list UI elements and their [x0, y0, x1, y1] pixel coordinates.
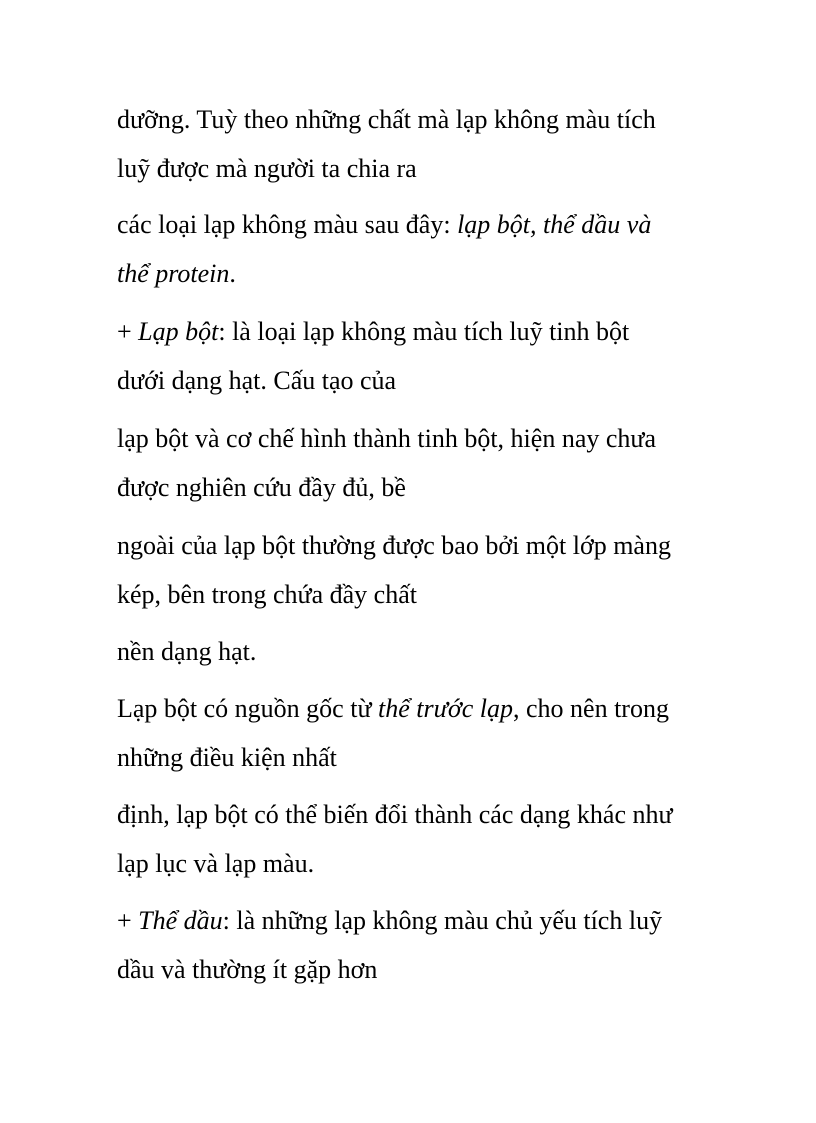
text-line: định, lạp bột có thể biến đổi thành các dạng khác như	[117, 800, 673, 829]
text-line: ngoài của lạp bột thường được bao bởi một lớp màng	[117, 531, 671, 560]
paragraph-7	[117, 684, 717, 782]
text-line: lạp lục và lạp màu.	[117, 849, 315, 878]
text-line: dưỡng. Tuỳ theo những chất mà lạp không màu tích	[117, 105, 656, 134]
text-line	[117, 249, 717, 298]
text-span: , cho nên trong	[512, 694, 669, 723]
text-span: Lạp bột có nguồn gốc từ	[117, 694, 379, 723]
text-span: : là những lạp không màu chủ yếu tích luỹ	[222, 906, 663, 935]
paragraph-3	[117, 307, 717, 405]
italic-term: thể trước lạp	[378, 694, 513, 723]
text-line: nền dạng hạt.	[117, 637, 257, 666]
text-line: kép, bên trong chứa đầy chất	[117, 580, 417, 609]
text-span: các loại lạp không màu sau đây:	[117, 210, 458, 239]
text-line: dưới dạng hạt. Cấu tạo của	[117, 366, 397, 395]
text-span: : là loại lạp không màu tích luỹ tinh bột	[218, 317, 630, 346]
text-line: dầu và thường ít gặp hơn	[117, 955, 378, 984]
bullet-prefix: +	[117, 906, 139, 935]
text-line: những điều kiện nhất	[117, 743, 337, 772]
text-line: luỹ được mà người ta chia ra	[117, 154, 417, 183]
text-line	[117, 307, 717, 356]
paragraph-2	[117, 200, 717, 298]
paragraph-1	[117, 95, 717, 193]
text-span: .	[229, 259, 236, 288]
italic-term: Lạp bột	[138, 317, 219, 346]
paragraph-9	[117, 896, 717, 994]
paragraph-6	[117, 627, 717, 676]
italic-term: thể protein	[117, 259, 230, 288]
text-line: lạp bột và cơ chế hình thành tinh bột, hiện nay chưa	[117, 424, 657, 453]
text-line	[117, 684, 717, 733]
paragraph-5	[117, 521, 717, 619]
text-line	[117, 200, 717, 249]
text-line: được nghiên cứu đầy đủ, bề	[117, 473, 406, 502]
italic-term: Thể dầu	[138, 906, 223, 935]
bullet-prefix: +	[117, 317, 139, 346]
paragraph-8	[117, 790, 717, 888]
italic-term: lạp bột, thể dầu và	[457, 210, 652, 239]
text-line	[117, 896, 717, 945]
paragraph-4	[117, 414, 717, 512]
